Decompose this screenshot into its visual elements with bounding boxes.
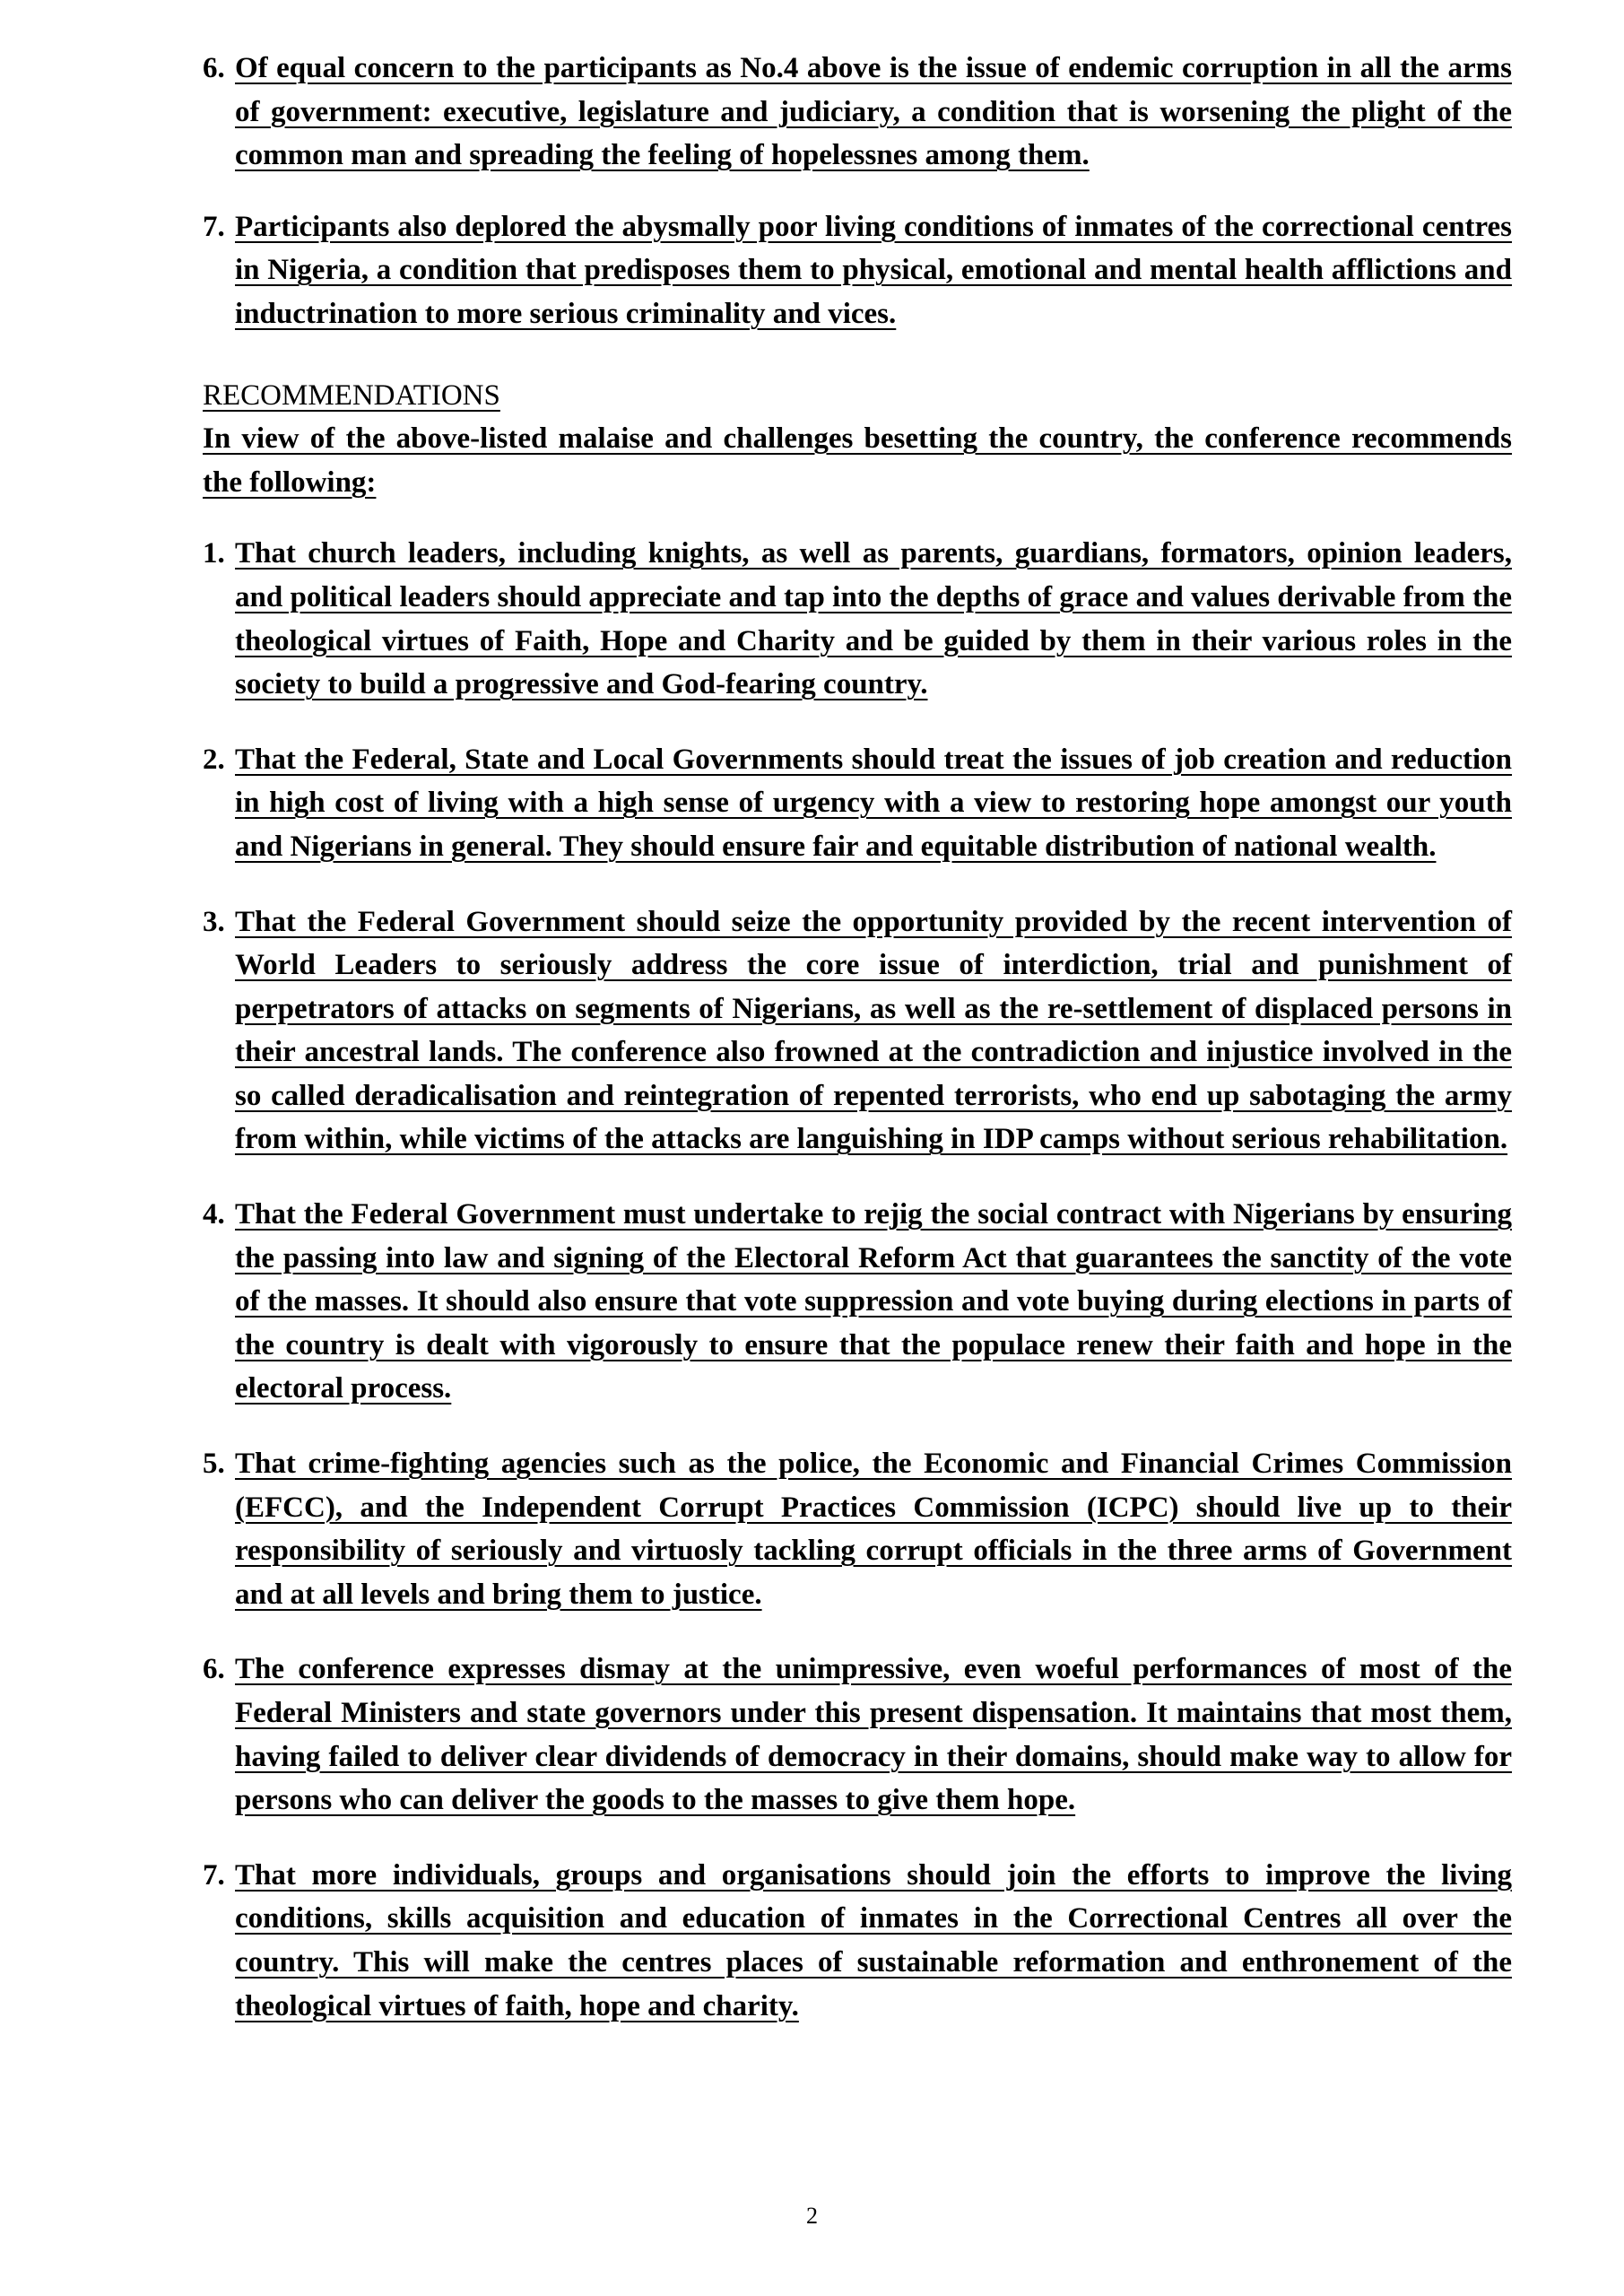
recommendation-text: That the Federal Government must undertake to rejig the social contract with Nigerians by ensuring the passing into law and signing of the Electoral Reform Act that guarantees the sanctity of the vote of the masses. It should also ensure that vote suppression and vote buying during elections in parts of the country is dealt with vigorously to ensure that the populace renew their faith and hope in the electoral process. — [235, 1198, 1512, 1405]
recommendation-number: 5. — [203, 1448, 225, 1481]
recommendation-item — [203, 532, 1512, 706]
recommendation-text: That crime-fighting agencies such as the police, the Economic and Financial Crimes Commission (EFCC), and the Independent Corrupt Practices Commission (ICPC) should live up to their responsibility of seriously and virtuosly tackling corrupt officials in the three arms of Government and at all levels and bring them to justice. — [235, 1448, 1512, 1611]
recommendation-item — [203, 1648, 1512, 1822]
recommendation-number: 3. — [203, 905, 225, 938]
recommendation-item — [203, 900, 1512, 1162]
observation-item — [203, 205, 1512, 336]
recommendation-number: 6. — [203, 1653, 225, 1686]
recommendation-item — [203, 738, 1512, 869]
recommendation-number: 1. — [203, 537, 225, 570]
page-number: 2 — [806, 2203, 818, 2229]
recommendation-text: That more individuals, groups and organisations should join the efforts to improve the living conditions, skills acquisition and education of inmates in the Correctional Centres all over the country. This will make the centres places of sustainable reformation and enthronement of the theological virtues of faith, hope and charity. — [235, 1858, 1512, 2022]
recommendation-text: That the Federal Government should seize the opportunity provided by the recent intervention of World Leaders to seriously address the core issue of interdiction, trial and punishment of perpetrators of attacks on segments of Nigerians, as well as the re-settlement of displaced persons in their ancestral lands. The conference also frowned at the contradiction and injustice involved in the so called deradicalisation and reintegration of repented terrorists, who end up sabotaging the army from within, while victims of the attacks are languishing in IDP camps without serious rehabilitation. — [235, 905, 1512, 1156]
section-heading: RECOMMENDATIONS — [203, 378, 500, 412]
recommendation-text: That the Federal, State and Local Governments should treat the issues of job creation and reduction in high cost of living with a high sense of urgency with a view to restoring hope amongst our youth and Nigerians in general. They should ensure fair and equitable distribution of national wealth. — [235, 743, 1512, 863]
recommendation-number: 7. — [203, 1858, 225, 1892]
recommendation-item — [203, 1442, 1512, 1616]
recommendation-text: The conference expresses dismay at the unimpressive, even woeful performances of most of the Federal Ministers and state governors under this present dispensation. It maintains that most them, having failed to deliver clear dividends of democracy in their domains, should make way to allow for persons who can deliver the goods to the masses to give them hope. — [235, 1653, 1512, 1817]
observation-number: 7. — [203, 210, 225, 243]
recommendation-item — [203, 1193, 1512, 1411]
recommendation-text: That church leaders, including knights, as well as parents, guardians, formators, opinion leaders, and political leaders should appreciate and tap into the depths of grace and values derivable from the theological virtues of Faith, Hope and Charity and be guided by them in their various roles in the society to build a progressive and God-fearing country. — [235, 537, 1512, 701]
recommendation-number: 2. — [203, 743, 225, 776]
observation-text: Of equal concern to the participants as No.4 above is the issue of endemic corruption in all the arms of government: executive, legislature and judiciary, a condition that is worsening the plight of the common man and spreading the feeling of hopelessnes among them. — [235, 52, 1512, 172]
recommendation-item — [203, 1854, 1512, 2028]
document-body — [203, 47, 1512, 2028]
recommendation-number: 4. — [203, 1198, 225, 1231]
observation-item — [203, 47, 1512, 178]
observation-number: 6. — [203, 52, 225, 84]
section-intro: In view of the above-listed malaise and challenges besetting the country, the conference recommends the following: — [203, 422, 1512, 499]
observation-text: Participants also deplored the abysmally poor living conditions of inmates of the correctional centres in Nigeria, a condition that predisposes them to physical, emotional and mental health afflictions and inductrination to more serious criminality and vices. — [235, 210, 1512, 330]
